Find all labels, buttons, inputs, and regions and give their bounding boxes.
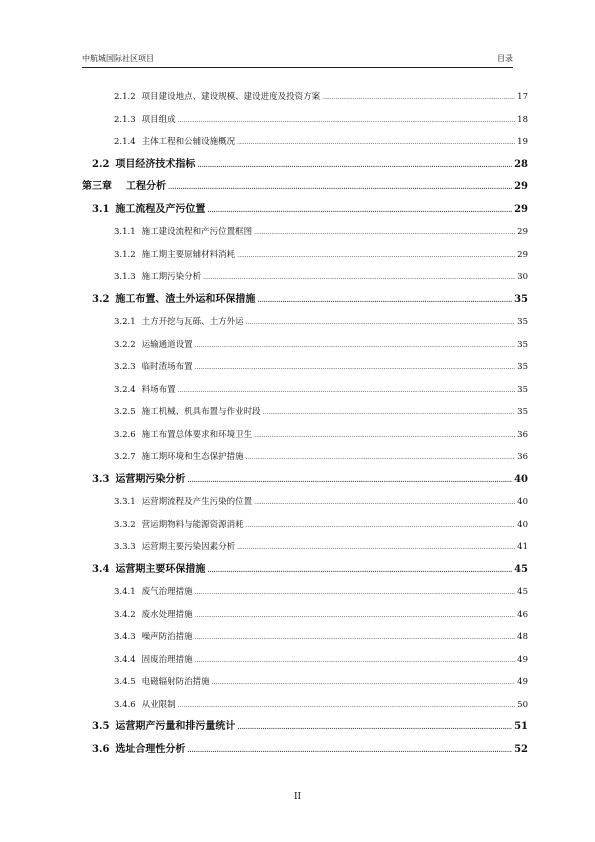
toc-dot-leader	[237, 537, 515, 560]
toc-entry-title: 运营期主要污染因素分析	[141, 542, 236, 552]
toc-entry-number: 3.4	[92, 563, 110, 575]
toc-dot-leader	[178, 110, 516, 133]
toc-entry-number: 3.5	[92, 721, 110, 732]
toc-entry-title: 施工流程及产污位置	[115, 203, 206, 215]
toc-entry-page: 35	[517, 384, 528, 395]
toc-dot-leader	[207, 200, 512, 223]
toc-entry[interactable]	[82, 469, 528, 492]
toc-entry-number: 3.1.1	[114, 227, 136, 237]
toc-entry-number: 3.3.2	[114, 519, 136, 530]
toc-entry-title: 施工期主要原辅材料消耗	[141, 249, 236, 260]
toc-entry-title: 运输通道设置	[141, 339, 193, 350]
toc-entry-page: 52	[514, 743, 528, 755]
toc-entry-title: 选址合理性分析	[115, 743, 186, 755]
header-section-title: 目录	[497, 54, 513, 63]
toc-entry-title: 项目经济技术指标	[115, 158, 196, 170]
toc-dot-leader	[195, 605, 516, 628]
toc-dot-leader	[212, 672, 516, 695]
toc-entry-number: 3.4.4	[114, 654, 136, 665]
toc-entry-title: 施工布置、渣土外运和环保措施	[115, 293, 256, 305]
toc-entry[interactable]	[82, 199, 528, 222]
toc-entry[interactable]	[82, 559, 528, 582]
toc-entry-number: 3.4.6	[114, 699, 136, 710]
toc-entry-page: 35	[514, 293, 528, 305]
toc-entry-number: 3.3.1	[114, 497, 136, 507]
toc-entry-number: 2.2	[92, 158, 110, 170]
toc-entry-number: 3.1.2	[114, 249, 136, 260]
toc-dot-leader	[246, 312, 516, 335]
header-project-name: 中航城国际社区项目	[82, 54, 154, 63]
toc-entry-page: 51	[514, 721, 528, 732]
toc-entry-number: 3.2.4	[114, 384, 136, 395]
toc-dot-leader	[263, 402, 516, 425]
toc-entry-title: 营运期物料与能源资源消耗	[141, 519, 244, 530]
toc-entry-title: 土方开挖与瓦砾、土方外运	[141, 317, 244, 327]
toc-entry-page: 49	[517, 654, 528, 665]
toc-entry-page: 35	[517, 339, 528, 350]
toc-entry-page: 29	[514, 203, 528, 215]
toc-dot-leader	[187, 740, 512, 763]
toc-entry-title: 施工建设流程和产污位置框图	[141, 227, 253, 237]
toc-entry[interactable]	[82, 131, 528, 154]
toc-entry-page: 40	[514, 473, 528, 485]
toc-entry-title: 运营期污染分析	[115, 473, 186, 485]
toc-entry[interactable]	[82, 446, 528, 469]
toc-entry[interactable]	[82, 356, 528, 379]
toc-entry[interactable]	[82, 514, 528, 537]
toc-entry[interactable]	[82, 671, 528, 694]
toc-entry[interactable]	[82, 244, 528, 267]
toc-entry-title: 工程分析	[126, 181, 166, 192]
toc-entry-page: 30	[517, 272, 528, 282]
toc-entry-page: 29	[514, 181, 528, 192]
toc-entry-page: 40	[517, 519, 528, 530]
toc-dot-leader	[168, 177, 512, 200]
page-number: II	[293, 792, 302, 802]
toc-entry-title: 运营期产污量和排污量统计	[115, 721, 236, 732]
toc-entry-title: 料场布置	[141, 384, 176, 395]
toc-entry-page: 35	[517, 362, 528, 372]
toc-entry[interactable]	[82, 649, 528, 672]
toc-entry-title: 电磁辐射防治措施	[141, 677, 210, 687]
page-header	[82, 53, 513, 68]
toc-entry-title: 固废治理措施	[141, 654, 193, 665]
toc-dot-leader	[254, 222, 515, 245]
toc-entry-title: 从业限制	[141, 699, 176, 710]
toc-entry[interactable]	[82, 379, 528, 402]
toc-entry-title: 废气治理措施	[141, 587, 193, 597]
toc-dot-leader	[187, 470, 512, 493]
toc-entry[interactable]	[82, 266, 528, 289]
toc-entry-number: 3.4.2	[114, 609, 136, 620]
table-of-contents	[82, 86, 528, 761]
toc-entry[interactable]	[82, 311, 528, 334]
toc-dot-leader	[254, 492, 515, 515]
toc-entry-number: 3.4.5	[114, 677, 136, 687]
toc-dot-leader	[178, 380, 516, 403]
toc-entry[interactable]	[82, 154, 528, 177]
toc-entry-number: 2.1.2	[114, 92, 136, 102]
toc-dot-leader	[203, 267, 515, 290]
toc-entry[interactable]	[82, 716, 528, 739]
toc-entry-page: 35	[517, 317, 528, 327]
toc-entry[interactable]	[82, 694, 528, 717]
toc-entry-number: 3.3.3	[114, 542, 136, 552]
toc-entry[interactable]	[82, 221, 528, 244]
toc-entry-title: 噪声防治措施	[141, 632, 193, 642]
toc-entry-page: 35	[517, 407, 528, 417]
toc-entry-number: 3.2.7	[114, 452, 136, 462]
toc-entry-page: 29	[517, 227, 528, 237]
toc-dot-leader	[195, 582, 516, 605]
toc-entry-page: 48	[517, 632, 528, 642]
toc-dot-leader	[257, 290, 512, 313]
toc-entry-title: 项目建设地点、建设规模、建设进度及投资方案	[141, 92, 321, 102]
toc-dot-leader	[246, 515, 516, 538]
toc-entry-page: 29	[517, 249, 528, 260]
toc-entry[interactable]	[82, 86, 528, 109]
toc-entry-number: 2.1.4	[114, 137, 136, 147]
toc-entry-page: 36	[517, 429, 528, 440]
toc-entry-number: 3.1.3	[114, 272, 136, 282]
toc-entry-title: 主体工程和公辅设施概况	[141, 137, 236, 147]
toc-entry-title: 施工期环境和生态保护措施	[141, 452, 244, 462]
toc-entry-title: 运营期流程及产生污染的位置	[141, 497, 253, 507]
toc-entry-number: 3.4.1	[114, 587, 136, 597]
toc-dot-leader	[197, 155, 512, 178]
toc-entry[interactable]	[82, 604, 528, 627]
toc-entry-number: 3.4.3	[114, 632, 136, 642]
toc-entry-page: 18	[517, 114, 528, 125]
toc-dot-leader	[246, 447, 516, 470]
toc-entry[interactable]	[82, 626, 528, 649]
toc-entry[interactable]	[82, 739, 528, 762]
toc-entry-page: 17	[517, 92, 528, 102]
toc-dot-leader	[178, 695, 516, 718]
toc-dot-leader	[237, 132, 515, 155]
toc-entry-title: 废水处理措施	[141, 609, 193, 620]
toc-entry-page: 41	[517, 542, 528, 552]
toc-entry-title: 运营期主要环保措施	[115, 563, 206, 575]
toc-entry[interactable]	[82, 289, 528, 312]
toc-entry-page: 19	[517, 137, 528, 147]
toc-entry-number: 2.1.3	[114, 114, 136, 125]
toc-entry-title: 施工布置总体要求和环境卫生	[141, 429, 253, 440]
toc-entry-title: 项目组成	[141, 114, 176, 125]
toc-entry[interactable]	[82, 176, 528, 199]
toc-entry-number: 3.1	[92, 203, 110, 215]
toc-entry-page: 40	[517, 497, 528, 507]
toc-dot-leader	[322, 87, 515, 110]
toc-entry-page: 45	[514, 563, 528, 575]
toc-entry-page: 45	[517, 587, 528, 597]
toc-entry-number: 3.2.2	[114, 339, 136, 350]
toc-entry[interactable]	[82, 536, 528, 559]
toc-entry-number: 3.2.5	[114, 407, 136, 417]
toc-entry[interactable]	[82, 491, 528, 514]
toc-entry-number: 3.3	[92, 473, 110, 485]
toc-entry-number: 3.2.1	[114, 317, 136, 327]
toc-dot-leader	[237, 717, 512, 740]
toc-dot-leader	[195, 627, 516, 650]
toc-entry-page: 49	[517, 677, 528, 687]
toc-dot-leader	[195, 335, 516, 358]
toc-entry[interactable]	[82, 424, 528, 447]
toc-entry-page: 28	[514, 158, 528, 170]
toc-dot-leader	[195, 357, 516, 380]
toc-entry-number: 第三章	[82, 181, 112, 192]
toc-entry-title: 施工机械、机具布置与作业时段	[141, 407, 261, 417]
toc-dot-leader	[254, 425, 515, 448]
toc-entry-page: 46	[517, 609, 528, 620]
toc-dot-leader	[195, 650, 516, 673]
toc-entry[interactable]	[82, 581, 528, 604]
toc-entry-number: 3.2.6	[114, 429, 136, 440]
toc-entry[interactable]	[82, 109, 528, 132]
toc-entry[interactable]	[82, 401, 528, 424]
toc-dot-leader	[237, 245, 515, 268]
toc-entry-number: 3.2	[92, 293, 110, 305]
toc-entry[interactable]	[82, 334, 528, 357]
toc-entry-title: 临时渣场布置	[141, 362, 193, 372]
toc-entry-title: 施工期污染分析	[141, 272, 202, 282]
toc-entry-number: 3.2.3	[114, 362, 136, 372]
toc-entry-page: 50	[517, 699, 528, 710]
toc-entry-page: 36	[517, 452, 528, 462]
toc-dot-leader	[207, 560, 512, 583]
toc-entry-number: 3.6	[92, 743, 110, 755]
